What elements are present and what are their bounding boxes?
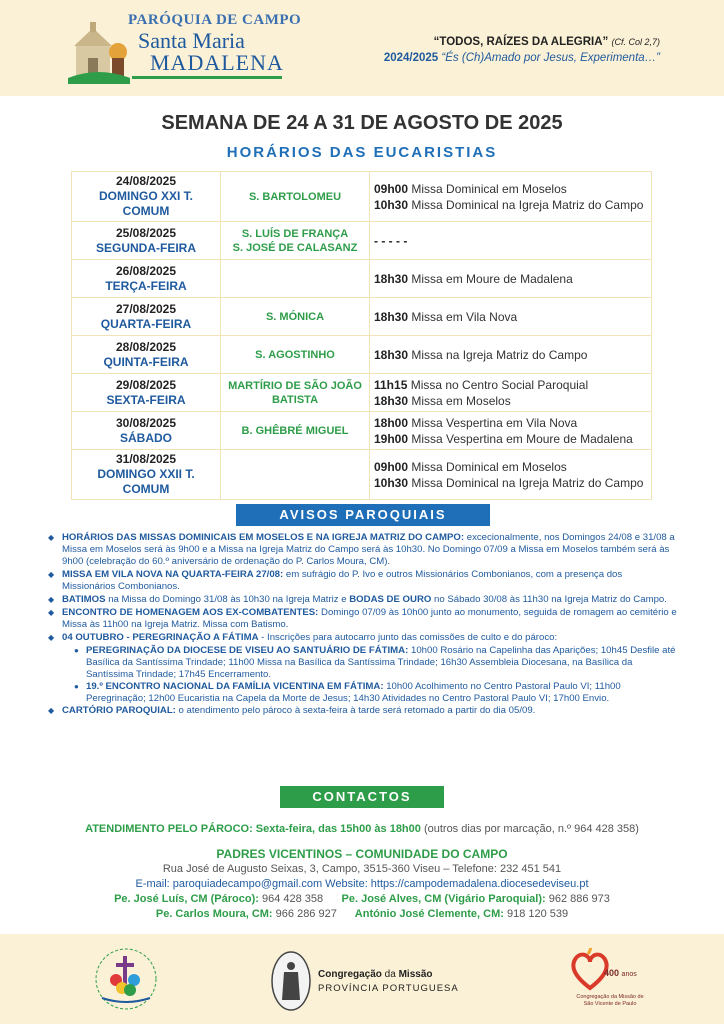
mass-time: - - - - - <box>374 233 408 248</box>
contactos-heading: CONTACTOS <box>280 786 444 808</box>
motto-year: 2024/2025 <box>383 52 439 64</box>
mass-line <box>374 309 647 325</box>
mass-time: 18h30 <box>374 393 409 408</box>
schedule-saint: S. MÓNICA <box>221 298 370 336</box>
sub-notice: ● 19.º ENCONTRO NACIONAL DA FAMÍLIA VICENTINA EM FÁTIMA: 10h00 Acolhimento no Centro Pastoral Paulo VI; 11h00 Peregrinação; 12h00 Eucaristia na Capela da Morte de Jesus; 14h30 Atividades no Centro Pastoral Paulo VI; 17h00 Envio. <box>74 681 678 705</box>
mass-text: Missa na Igreja Matriz do Campo <box>408 347 588 362</box>
parish-name-line2: MADALENA <box>150 50 284 75</box>
date-value: 31/08/2025 <box>115 452 177 466</box>
church-logo-icon <box>68 22 130 84</box>
notice-item: ◆ 04 OUTUBRO - PEREGRINAÇÃO A FÁTIMA - Inscrições para autocarro junto das comissões de culto e do pároco: <box>48 632 678 644</box>
schedule-masses <box>370 374 652 412</box>
weekday-value: SEXTA-FEIRA <box>106 392 186 407</box>
mass-text: Missa em Vila Nova <box>408 309 518 324</box>
date-value: 24/08/2025 <box>115 174 177 188</box>
mass-time: 10h30 <box>374 475 409 490</box>
parish-name-line1: Santa Maria <box>138 28 245 53</box>
mass-text: Missa Vespertina em Moure de Madalena <box>408 431 633 446</box>
schedule-title: HORÁRIOS DAS EUCARISTIAS <box>226 144 498 161</box>
mass-text: Missa Dominical na Igreja Matriz do Campo <box>408 475 644 490</box>
weekday-value: DOMINGO XXI T. COMUM <box>98 189 193 218</box>
schedule-row <box>72 222 652 260</box>
attendance-line: ATENDIMENTO PELO PÁROCO: Sexta-feira, das 15h00 às 18h00 (outros dias por marcação, n.º 964 428 358) <box>85 823 639 835</box>
weekday-value: SÁBADO <box>119 430 172 445</box>
page-title: SEMANA DE 24 A 31 DE AGOSTO DE 2025 <box>161 112 563 134</box>
mass-text: Missa Dominical na Igreja Matriz do Campo <box>408 197 644 212</box>
notice-item: ◆ BATIMOS na Missa do Domingo 31/08 às 10h30 na Igreja Matriz e BODAS DE OURO no Sábado 30/08 às 11h30 na Igreja Matriz do Campo. <box>48 594 678 606</box>
schedule-date <box>72 222 221 260</box>
notice-item: ◆ HORÁRIOS DAS MISSAS DOMINICAIS EM MOSELOS E NA IGREJA MATRIZ DO CAMPO: excecionalmente, nos Domingos 24/08 e 31/08 a Missa em Moselos será às 9h00 e a Missa na Igreja Matriz do Campo será às 10h30. No Domingo 07/09 a Missa em Moselos também será às 9h00 (celebração do 60.º aniversário de ordenação do P. Carlos Moura, CM). <box>48 532 678 568</box>
avisos-heading: AVISOS PAROQUIAIS <box>236 504 490 526</box>
weekday-value: DOMINGO XXII T. COMUM <box>97 467 195 496</box>
mass-line <box>374 459 647 475</box>
notice-item: ◆ CARTÓRIO PAROQUIAL: o atendimento pelo pároco à sexta-feira à tarde será retomado a partir do dia 05/09. <box>48 705 678 717</box>
mass-line <box>374 393 647 409</box>
schedule-masses <box>370 336 652 374</box>
schedule-saint <box>221 260 370 298</box>
cm-province-text: Congregação da Missão PROVÍNCIA PORTUGUESA <box>318 969 459 994</box>
notice-item: ◆ ENCONTRO DE HOMENAGEM AOS EX-COMBATENTES: Domingo 07/09 às 10h00 junto ao monumento, seguida de romagem ao cemitério e Missa às 11h00 na Igreja Matriz. Missa com Batismo. <box>48 607 678 631</box>
schedule-masses <box>370 222 652 260</box>
schedule-masses <box>370 260 652 298</box>
weekday-value: QUINTA-FEIRA <box>103 354 189 369</box>
schedule-row <box>72 172 652 222</box>
schedule-date <box>72 172 221 222</box>
mass-line <box>374 233 647 249</box>
schedule-date <box>72 412 221 450</box>
date-value: 25/08/2025 <box>115 225 177 240</box>
date-value: 30/08/2025 <box>115 415 177 430</box>
parish-underline <box>132 76 282 79</box>
mass-time: 11h15 <box>374 377 408 392</box>
date-value: 28/08/2025 <box>115 339 177 354</box>
motto-main: “TODOS, RAÍZES DA ALEGRIA” <box>433 36 609 48</box>
sub-notice: ● PEREGRINAÇÃO DA DIOCESE DE VISEU AO SANTUÁRIO DE FÁTIMA: 10h00 Rosário na Capelinha das Aparições; 10h45 Desfile até Basílica da Santíssima Trindade; 11h00 Missa na Basílica da Santíssima Trindade; 16h30 Assembleia Diocesana, na Basílica da Santíssima Trindade; 17h45 Encerramento. <box>74 645 678 681</box>
mass-line <box>374 431 647 447</box>
mass-text: Missa Dominical em Moselos <box>408 181 567 196</box>
mass-time: 18h00 <box>374 415 409 430</box>
mass-text: Missa no Centro Social Paroquial <box>407 377 589 392</box>
motto-text: “És (Ch)Amado por Jesus, Experimenta…” <box>441 52 660 64</box>
mass-line <box>374 377 647 393</box>
mass-text: Missa Dominical em Moselos <box>408 459 567 474</box>
mass-line <box>374 197 647 213</box>
date-value: 29/08/2025 <box>115 377 177 392</box>
community-name: PADRES VICENTINOS – COMUNIDADE DO CAMPO <box>216 847 508 861</box>
email-web-line[interactable]: E-mail: paroquiadecampo@gmail.com Website: https://campodemadalena.diocesedeviseu.pt <box>135 878 589 890</box>
schedule-saint <box>221 450 370 500</box>
400-anos-number: 400 anos <box>604 968 637 978</box>
schedule-saint: MARTÍRIO DE SÃO JOÃO BATISTA <box>221 374 370 412</box>
mass-line <box>374 271 647 287</box>
weekday-value: TERÇA-FEIRA <box>105 278 187 293</box>
date-value: 26/08/2025 <box>115 263 177 278</box>
motto-ref: (Cf. Col 2,7) <box>611 37 660 47</box>
schedule-date <box>72 260 221 298</box>
cm-medal-icon <box>270 950 312 1012</box>
schedule-saint: S. LUÍS DE FRANÇA S. JOSÉ DE CALASANZ <box>221 222 370 260</box>
schedule-date <box>72 374 221 412</box>
mass-line <box>374 181 647 197</box>
parish-subtitle: PARÓQUIA DE CAMPO <box>128 12 302 28</box>
weekday-value: QUARTA-FEIRA <box>100 316 192 331</box>
mass-text: Missa em Moure de Madalena <box>408 271 573 286</box>
priests-line-1: Pe. José Luís, CM (Pároco): 964 428 358 Pe. José Alves, CM (Vigário Paroquial): 962 886 973 <box>114 893 610 905</box>
schedule-table <box>71 171 652 500</box>
mass-time: 18h30 <box>374 271 409 286</box>
mass-line <box>374 415 647 431</box>
date-value: 27/08/2025 <box>115 301 177 316</box>
mass-time: 18h30 <box>374 347 409 362</box>
mass-line <box>374 475 647 491</box>
400-anos-caption: Congregação da Missão de São Vicente de Paulo <box>576 994 644 1007</box>
mass-time: 09h00 <box>374 181 409 196</box>
schedule-masses <box>370 450 652 500</box>
schedule-saint: S. BARTOLOMEU <box>221 172 370 222</box>
schedule-row <box>72 336 652 374</box>
schedule-saint: B. GHÊBRÉ MIGUEL <box>221 412 370 450</box>
schedule-date <box>72 298 221 336</box>
notices-list <box>48 532 678 718</box>
mass-time: 19h00 <box>374 431 409 446</box>
schedule-row <box>72 298 652 336</box>
schedule-masses <box>370 412 652 450</box>
schedule-row <box>72 260 652 298</box>
schedule-row <box>72 374 652 412</box>
mass-text: Missa em Moselos <box>408 393 511 408</box>
weekday-value: SEGUNDA-FEIRA <box>95 240 196 255</box>
schedule-masses <box>370 298 652 336</box>
mass-line <box>374 347 647 363</box>
address-line: Rua José de Augusto Seixas, 3, Campo, 3515-360 Viseu – Telefone: 232 451 541 <box>162 863 562 875</box>
mass-text: Missa Vespertina em Vila Nova <box>408 415 578 430</box>
schedule-date <box>72 336 221 374</box>
notice-item: ◆ MISSA EM VILA NOVA NA QUARTA-FEIRA 27/08: em sufrágio do P. Ivo e outros Missionários Combonianos, com a presença dos Missionários Combonianos. <box>48 569 678 593</box>
priests-line-2: Pe. Carlos Moura, CM: 966 286 927 António José Clemente, CM: 918 120 539 <box>155 908 569 920</box>
mass-time: 10h30 <box>374 197 409 212</box>
schedule-row <box>72 450 652 500</box>
motto <box>384 34 660 66</box>
mass-time: 18h30 <box>374 309 409 324</box>
schedule-masses <box>370 172 652 222</box>
schedule-date <box>72 450 221 500</box>
jubilee-logo-icon <box>92 946 160 1012</box>
schedule-row <box>72 412 652 450</box>
schedule-saint: S. AGOSTINHO <box>221 336 370 374</box>
contacts-block <box>0 822 724 922</box>
mass-time: 09h00 <box>374 459 409 474</box>
